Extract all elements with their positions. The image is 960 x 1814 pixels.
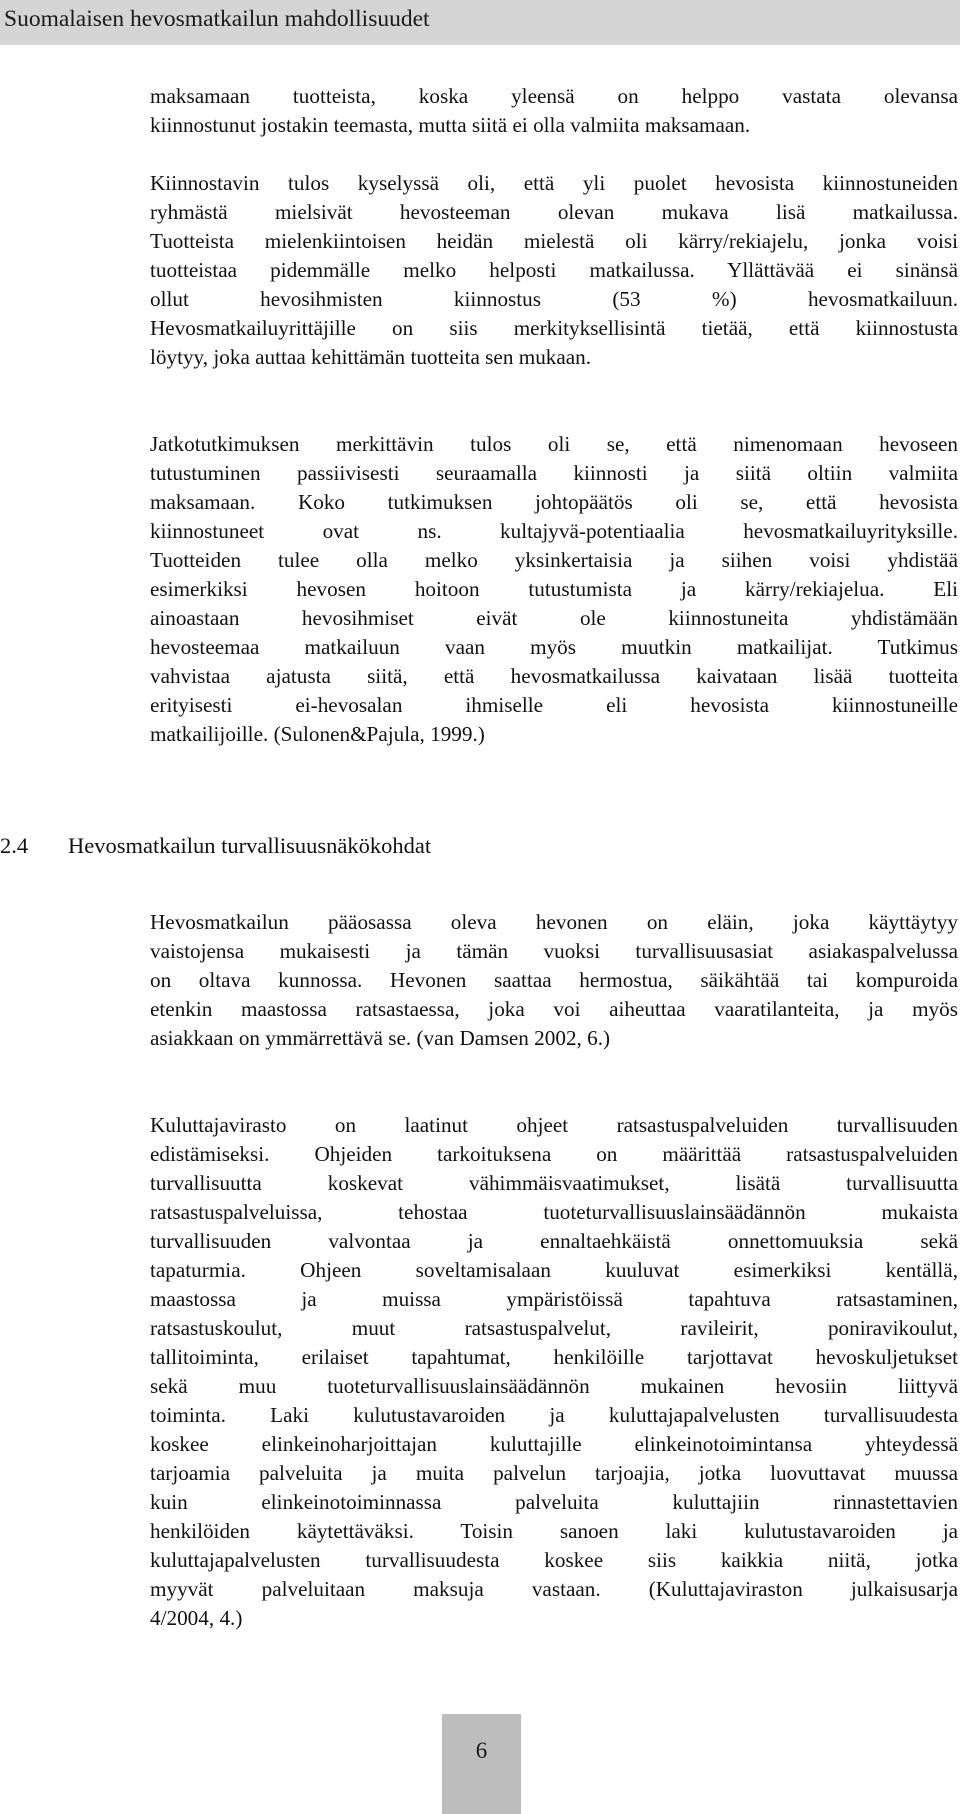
text-line: tutustuminen passiivisesti seuraamalla kiinnosti ja siitä oltiin valmiita [150, 461, 958, 485]
text-line: ratsastuskoulut, muut ratsastuspalvelut, ravileirit, poniravikoulut, [150, 1316, 958, 1340]
text-line: esimerkiksi hevosen hoitoon tutustumista ja kärry/rekiajelua. Eli [150, 577, 958, 601]
paragraph-survey-results [150, 169, 958, 372]
text-line: Hevosmatkailuyrittäjille on siis merkityksellisintä tietää, että kiinnostusta [150, 316, 958, 340]
text-line: tallitoiminta, erilaiset tapahtumat, henkilöille tarjottavat hevoskuljetukset [150, 1345, 958, 1369]
text-line: sekä muu tuoteturvallisuuslainsäädännön mukainen hevosiin liittyvä [150, 1374, 958, 1398]
text-line: koskee elinkeinoharjoittajan kuluttajille elinkeinotoimintansa yhteydessä [150, 1432, 958, 1456]
text-line: kiinnostunut jostakin teemasta, mutta siitä ei olla valmiita maksamaan. [150, 113, 751, 137]
text-line: hevosteemaa matkailuun vaan myös muutkin matkailijat. Tutkimus [150, 635, 958, 659]
text-line: turvallisuuden valvontaa ja ennaltaehkäistä onnettomuuksia sekä [150, 1229, 958, 1253]
document-title: Suomalaisen hevosmatkailun mahdollisuudet [4, 6, 430, 32]
text-line: Jatkotutkimuksen merkittävin tulos oli se, että nimenomaan hevoseen [150, 432, 958, 456]
text-line: ryhmästä mielsivät hevosteeman olevan mukava lisä matkailussa. [150, 200, 958, 224]
text-line: löytyy, joka auttaa kehittämän tuotteita sen mukaan. [150, 345, 592, 369]
running-header [0, 0, 960, 45]
text-line: myyvät palveluitaan maksuja vastaan. (Kuluttajaviraston julkaisusarja [150, 1577, 958, 1601]
paragraph-horse-behaviour [150, 908, 958, 1053]
text-line: tuotteistaa pidemmälle melko helposti matkailussa. Yllättävää ei sinänsä [150, 258, 958, 282]
text-line: etenkin maastossa ratsastaessa, joka voi aiheuttaa vaaratilanteita, ja myös [150, 997, 958, 1021]
text-line: on oltava kunnossa. Hevonen saattaa hermostua, säikähtää tai kompuroida [150, 968, 958, 992]
paragraph-follow-up-study [150, 430, 958, 749]
text-line: tarjoamia palveluita ja muita palvelun tarjoajia, jotka luovuttavat muussa [150, 1461, 958, 1485]
text-line: ollut hevosihmisten kiinnostus (53 %) hevosmatkailuun. [150, 287, 958, 311]
text-line: Tuotteista mielenkiintoisen heidän mielestä oli kärry/rekiajelu, jonka voisi [150, 229, 958, 253]
text-line: Kuluttajavirasto on laatinut ohjeet ratsastuspalveluiden turvallisuuden [150, 1113, 958, 1137]
section-number: 2.4 [0, 833, 29, 858]
text-line: kiinnostuneet ovat ns. kultajyvä-potentiaalia hevosmatkailuyrityksille. [150, 519, 958, 543]
section-heading [0, 831, 431, 861]
text-line: kuluttajapalvelusten turvallisuudesta koskee siis kaikkia niitä, jotka [150, 1548, 958, 1572]
page-number: 6 [475, 1738, 488, 1763]
paragraph-intro-continuation [150, 82, 958, 140]
text-line: turvallisuutta koskevat vähimmäisvaatimukset, lisätä turvallisuutta [150, 1171, 958, 1195]
text-line: ratsastuspalveluissa, tehostaa tuoteturvallisuuslainsäädännön mukaista [150, 1200, 958, 1224]
text-line: edistämiseksi. Ohjeiden tarkoituksena on määrittää ratsastuspalveluiden [150, 1142, 958, 1166]
text-line: Kiinnostavin tulos kyselyssä oli, että yli puolet hevosista kiinnostuneiden [150, 171, 958, 195]
text-line: 4/2004, 4.) [150, 1606, 243, 1630]
text-line: Hevosmatkailun pääosassa oleva hevonen on eläin, joka käyttäytyy [150, 910, 958, 934]
text-line: maksamaan. Koko tutkimuksen johtopäätös oli se, että hevosista [150, 490, 958, 514]
text-line: maastossa ja muissa ympäristöissä tapahtuva ratsastaminen, [150, 1287, 958, 1311]
text-line: ainoastaan hevosihmiset eivät ole kiinnostuneita yhdistämään [150, 606, 958, 630]
text-line: Tuotteiden tulee olla melko yksinkertaisia ja siihen voisi yhdistää [150, 548, 958, 572]
text-line: toiminta. Laki kulutustavaroiden ja kuluttajapalvelusten turvallisuudesta [150, 1403, 958, 1427]
text-line: henkilöiden käytettäväksi. Toisin sanoen laki kulutustavaroiden ja [150, 1519, 958, 1543]
text-line: vaistojensa mukaisesti ja tämän vuoksi turvallisuusasiat asiakaspalvelussa [150, 939, 958, 963]
text-line: kuin elinkeinotoiminnassa palveluita kuluttajiin rinnastettavien [150, 1490, 958, 1514]
text-line: asiakkaan on ymmärrettävä se. (van Damsen 2002, 6.) [150, 1026, 611, 1050]
paragraph-consumer-agency-guidelines [150, 1111, 958, 1633]
text-line: vahvistaa ajatusta siitä, että hevosmatkailussa kaivataan lisää tuotteita [150, 664, 958, 688]
text-line: maksamaan tuotteista, koska yleensä on helppo vastata olevansa [150, 84, 958, 108]
page-number-box [442, 1714, 521, 1814]
text-line: matkailijoille. (Sulonen&Pajula, 1999.) [150, 722, 485, 746]
text-line: erityisesti ei-hevosalan ihmiselle eli hevosista kiinnostuneille [150, 693, 958, 717]
text-line: tapaturmia. Ohjeen soveltamisalaan kuuluvat esimerkiksi kentällä, [150, 1258, 958, 1282]
section-title: Hevosmatkailun turvallisuusnäkökohdat [68, 833, 432, 858]
